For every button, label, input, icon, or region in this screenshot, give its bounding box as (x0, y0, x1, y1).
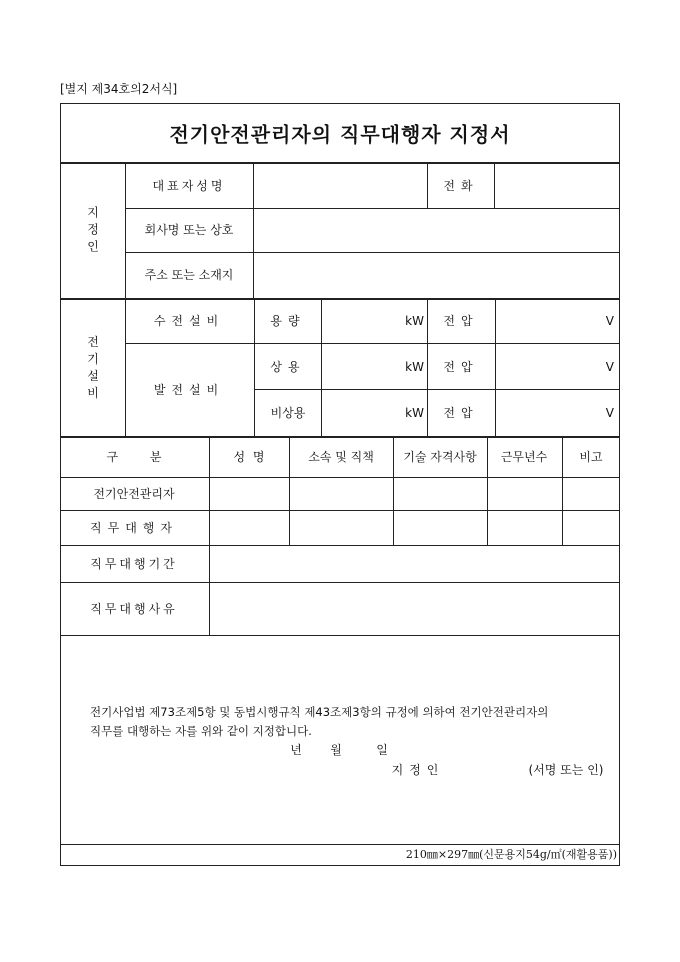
row-line (254, 389, 620, 390)
voltage-label: 전압 (443, 360, 479, 374)
row-line (60, 477, 620, 478)
receiving-equipment-label: 수전설비 (153, 314, 225, 328)
phone-field[interactable] (495, 163, 619, 207)
row-line (60, 510, 620, 511)
paper-spec: 210㎜×297㎜(신문용지54g/㎡(재활용품)) (405, 848, 617, 861)
phone-label: 전화 (443, 179, 479, 193)
designator-section-label: 지 정 인 (87, 205, 99, 254)
col-line (393, 436, 394, 545)
company-label: 회사명 또는 상호 (144, 223, 234, 237)
rep-name-field[interactable] (254, 163, 426, 207)
date-year: 년 (290, 743, 302, 757)
unit-v: V (605, 406, 614, 420)
col-line (487, 436, 488, 545)
col-line (427, 298, 428, 436)
col-line (125, 162, 126, 436)
unit-kw: kW (405, 360, 424, 374)
row-agent-label: 직무대행자 (90, 521, 178, 535)
col-line (427, 162, 428, 208)
statement-line-2: 직무를 대행하는 자를 위와 같이 지정합니다. (90, 724, 312, 738)
unit-kw: kW (405, 314, 424, 328)
company-field[interactable] (254, 209, 619, 251)
period-field[interactable] (210, 546, 619, 581)
designator-signature-label: 지정인 (391, 763, 445, 777)
address-field[interactable] (254, 253, 619, 297)
form-number: [별지 제34호의2서식] (60, 82, 178, 96)
reason-field[interactable] (210, 583, 619, 634)
section-divider (60, 298, 620, 300)
header-years: 근무년수 (500, 450, 548, 464)
emergency-label: 비상용 (270, 406, 306, 420)
col-line (562, 436, 563, 545)
row-manager-label: 전기안전관리자 (93, 487, 175, 501)
row-line (60, 635, 620, 636)
section-divider (60, 436, 620, 438)
header-category: 구 분 (106, 450, 162, 464)
unit-kw: kW (405, 406, 424, 420)
date-day: 일 (376, 743, 388, 757)
row-line (125, 343, 620, 344)
col-line (321, 298, 322, 436)
date-month: 월 (330, 743, 342, 757)
header-name: 성 명 (233, 450, 265, 464)
unit-v: V (605, 314, 614, 328)
signature-hint: (서명 또는 인) (528, 763, 604, 777)
equipment-section-label: 전 기 설 비 (87, 335, 99, 400)
unit-v: V (605, 360, 614, 374)
rep-name-label: 대표자성명 (152, 179, 226, 193)
col-line (289, 436, 290, 545)
footer-divider (60, 844, 620, 845)
regular-label: 상용 (270, 360, 306, 374)
period-label: 직무대행기간 (90, 557, 178, 571)
reason-label: 직무대행사유 (90, 602, 178, 616)
col-line (254, 298, 255, 436)
voltage-label: 전압 (443, 406, 479, 420)
form-title: 전기안전관리자의 직무대행자 지정서 (169, 122, 511, 147)
voltage-label: 전압 (443, 314, 479, 328)
address-label: 주소 또는 소재지 (144, 268, 234, 282)
generating-equipment-label: 발전설비 (153, 383, 225, 397)
header-affiliation: 소속 및 직책 (308, 450, 374, 464)
statement-line-1: 전기사업법 제73조제5항 및 동법시행규칙 제43조제3항의 규정에 의하여 전기안전관리자의 (90, 705, 549, 719)
capacity-label: 용량 (270, 314, 306, 328)
header-qualification: 기술 자격사항 (403, 450, 477, 464)
col-line (495, 298, 496, 436)
header-remarks: 비고 (579, 450, 603, 464)
